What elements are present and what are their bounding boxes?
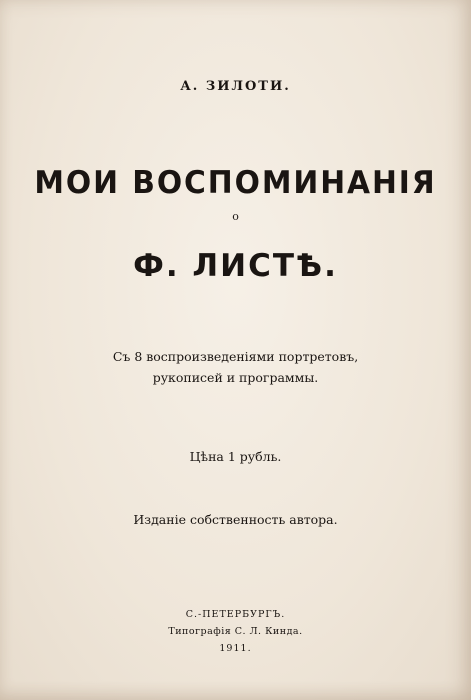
title-connector: о: [232, 210, 239, 223]
illustrations-note-line2: рукописей и программы.: [152, 370, 319, 385]
author-name: А. ЗИЛОТИ.: [180, 79, 291, 94]
imprint-printer: Типографія С. Л. Кинда.: [168, 626, 303, 637]
edition-note: Изданіе собственность автора.: [133, 512, 338, 527]
price-line: Цѣна 1 рубль.: [189, 449, 282, 464]
book-title: МОИ ВОСПОМИНАНІЯ: [34, 165, 437, 201]
illustrations-note-line1: Съ 8 воспроизведеніями портретовъ,: [112, 349, 359, 364]
imprint-city: С.-ПЕТЕРБУРГЪ.: [185, 609, 286, 620]
book-subject: Ф. ЛИСТѢ.: [133, 248, 338, 284]
imprint-year: 1911.: [219, 643, 252, 654]
